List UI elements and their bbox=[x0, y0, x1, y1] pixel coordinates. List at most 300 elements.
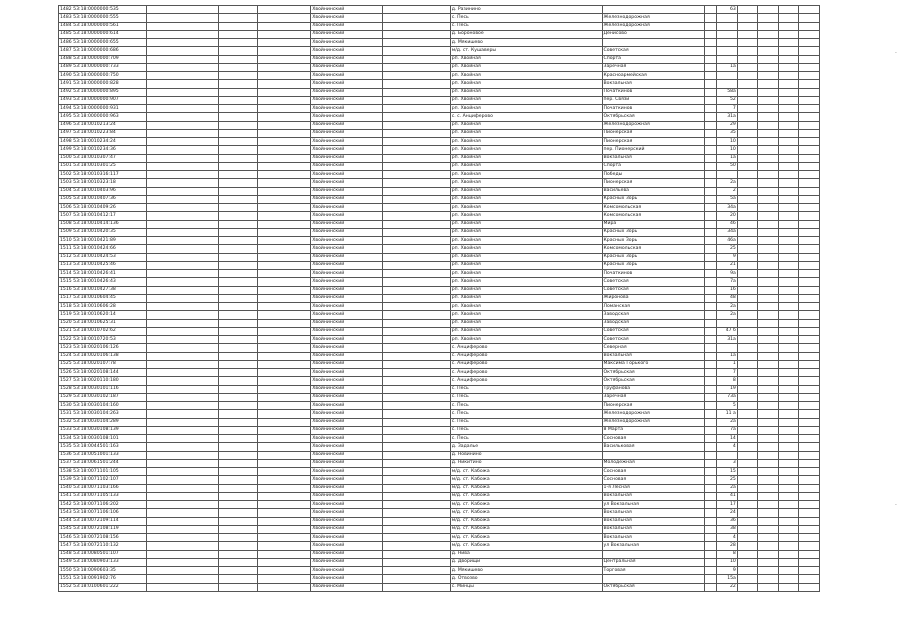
cadastral-number: 53:18:0100601:222 bbox=[73, 584, 119, 590]
empty-cell bbox=[758, 162, 779, 170]
locality-cell: рп. Хвойная bbox=[450, 195, 602, 203]
empty-cell bbox=[383, 402, 451, 410]
street-cell: Вокзальная bbox=[602, 352, 705, 360]
empty-cell bbox=[758, 113, 779, 121]
district-cell: Хвойнинский bbox=[311, 311, 383, 319]
house-number-cell: 15а bbox=[717, 575, 738, 583]
empty-cell bbox=[737, 253, 758, 261]
cadastral-number-cell bbox=[59, 517, 147, 525]
empty-cell bbox=[778, 30, 799, 38]
empty-cell bbox=[257, 195, 310, 203]
empty-cell bbox=[737, 534, 758, 542]
street-cell: Октябрьская bbox=[602, 113, 705, 121]
empty-cell bbox=[758, 96, 779, 104]
locality-cell: с. Песь bbox=[450, 402, 602, 410]
empty-cell bbox=[383, 270, 451, 278]
locality-cell: рп. Хвойная bbox=[450, 162, 602, 170]
empty-cell bbox=[778, 72, 799, 80]
empty-cell bbox=[705, 435, 717, 443]
empty-cell bbox=[778, 550, 799, 558]
empty-cell bbox=[257, 336, 310, 344]
empty-cell bbox=[147, 451, 219, 459]
empty-cell bbox=[737, 47, 758, 55]
empty-cell bbox=[778, 146, 799, 154]
empty-cell bbox=[737, 468, 758, 476]
empty-cell bbox=[758, 360, 779, 368]
empty-cell bbox=[799, 393, 820, 401]
empty-cell bbox=[383, 179, 451, 187]
locality-cell: м/д. ст. Кабожа bbox=[450, 476, 602, 484]
cadastral-number: 53:18:0000000:828 bbox=[73, 80, 119, 86]
row-number: 1502 bbox=[60, 171, 72, 177]
street-cell: Сосновая bbox=[602, 435, 705, 443]
empty-cell bbox=[383, 525, 451, 533]
empty-cell bbox=[799, 96, 820, 104]
locality-cell: м/д. ст. Кушаверы bbox=[450, 47, 602, 55]
empty-cell bbox=[778, 6, 799, 14]
cadastral-number-cell bbox=[59, 146, 147, 154]
street-cell bbox=[602, 6, 705, 14]
empty-cell bbox=[383, 253, 451, 261]
district-cell: Хвойнинский bbox=[311, 105, 383, 113]
empty-cell bbox=[705, 286, 717, 294]
street-cell: Красных Зорь bbox=[602, 237, 705, 245]
house-number-cell: 1а bbox=[717, 154, 738, 162]
table-row bbox=[59, 443, 820, 451]
empty-cell bbox=[257, 567, 310, 575]
cadastral-number-cell bbox=[59, 336, 147, 344]
district-cell: Хвойнинский bbox=[311, 583, 383, 591]
empty-cell bbox=[218, 393, 257, 401]
empty-cell bbox=[147, 377, 219, 385]
empty-cell bbox=[257, 484, 310, 492]
table-row bbox=[59, 278, 820, 286]
empty-cell bbox=[758, 352, 779, 360]
house-number-cell: 7 bbox=[717, 105, 738, 113]
empty-cell bbox=[218, 344, 257, 352]
cadastral-number: 53:18:0010620:14 bbox=[73, 311, 116, 317]
street-cell: Северная bbox=[602, 344, 705, 352]
district-cell: Хвойнинский bbox=[311, 80, 383, 88]
house-number-cell: 9а bbox=[717, 270, 738, 278]
street-cell: Вокзальная bbox=[602, 509, 705, 517]
cadastral-number: 53:18:0072108:119 bbox=[73, 526, 119, 532]
empty-cell bbox=[799, 121, 820, 129]
empty-cell bbox=[218, 187, 257, 195]
cadastral-number-cell bbox=[59, 286, 147, 294]
cadastral-number-cell bbox=[59, 352, 147, 360]
row-number: 1531 bbox=[60, 410, 72, 416]
empty-cell bbox=[705, 402, 717, 410]
street-cell: Октябрьская bbox=[602, 583, 705, 591]
empty-cell bbox=[383, 154, 451, 162]
street-cell: Красных Зорь bbox=[602, 253, 705, 261]
locality-cell: с. Анциферово bbox=[450, 360, 602, 368]
empty-cell bbox=[799, 418, 820, 426]
row-number: 1500 bbox=[60, 155, 72, 161]
table-row bbox=[59, 113, 820, 121]
cadastral-number: 53:18:0010316:117 bbox=[73, 171, 119, 177]
empty-cell bbox=[705, 245, 717, 253]
table-body bbox=[59, 6, 820, 592]
empty-cell bbox=[257, 468, 310, 476]
row-number: 1521 bbox=[60, 328, 72, 334]
empty-cell bbox=[705, 105, 717, 113]
empty-cell bbox=[218, 55, 257, 63]
street-cell: Спорта bbox=[602, 55, 705, 63]
cadastral-number: 53:18:0030102:187 bbox=[73, 394, 119, 400]
empty-cell bbox=[218, 476, 257, 484]
cadastral-number: 53:18:0010407:36 bbox=[73, 196, 116, 202]
empty-cell bbox=[705, 418, 717, 426]
empty-cell bbox=[257, 319, 310, 327]
cadastral-number-cell bbox=[59, 443, 147, 451]
row-number: 1515 bbox=[60, 278, 72, 284]
empty-cell bbox=[147, 261, 219, 269]
empty-cell bbox=[737, 237, 758, 245]
empty-cell bbox=[147, 30, 219, 38]
empty-cell bbox=[257, 369, 310, 377]
empty-cell bbox=[147, 146, 219, 154]
row-number: 1493 bbox=[60, 97, 72, 103]
empty-cell bbox=[147, 80, 219, 88]
empty-cell bbox=[778, 319, 799, 327]
empty-cell bbox=[257, 443, 310, 451]
empty-cell bbox=[147, 459, 219, 467]
district-cell: Хвойнинский bbox=[311, 484, 383, 492]
cadastral-number-cell bbox=[59, 294, 147, 302]
district-cell: Хвойнинский bbox=[311, 22, 383, 30]
empty-cell bbox=[147, 245, 219, 253]
table-row bbox=[59, 476, 820, 484]
house-number-cell: 58а bbox=[717, 88, 738, 96]
empty-cell bbox=[737, 187, 758, 195]
empty-cell bbox=[758, 468, 779, 476]
empty-cell bbox=[257, 525, 310, 533]
district-cell: Хвойнинский bbox=[311, 187, 383, 195]
empty-cell bbox=[737, 319, 758, 327]
empty-cell bbox=[147, 220, 219, 228]
empty-cell bbox=[737, 113, 758, 121]
empty-cell bbox=[257, 253, 310, 261]
cadastral-number: 53:18:0010420:35 bbox=[73, 229, 116, 235]
empty-cell bbox=[778, 80, 799, 88]
street-cell bbox=[602, 575, 705, 583]
empty-cell bbox=[758, 80, 779, 88]
locality-cell: рп. Хвойная bbox=[450, 96, 602, 104]
cadastral-number-cell bbox=[59, 303, 147, 311]
empty-cell bbox=[383, 393, 451, 401]
street-cell: Вокзальная bbox=[602, 525, 705, 533]
row-number: 1505 bbox=[60, 196, 72, 202]
empty-cell bbox=[737, 303, 758, 311]
empty-cell bbox=[799, 129, 820, 137]
table-row bbox=[59, 121, 820, 129]
empty-cell bbox=[218, 319, 257, 327]
cadastral-number: 53:18:0010223:84 bbox=[73, 130, 116, 136]
empty-cell bbox=[383, 195, 451, 203]
empty-cell bbox=[218, 121, 257, 129]
empty-cell bbox=[705, 113, 717, 121]
cadastral-number-cell bbox=[59, 270, 147, 278]
empty-cell bbox=[147, 88, 219, 96]
empty-cell bbox=[705, 501, 717, 509]
empty-cell bbox=[147, 393, 219, 401]
district-cell: Хвойнинский bbox=[311, 385, 383, 393]
empty-cell bbox=[218, 14, 257, 22]
street-cell: Вокзальная bbox=[602, 154, 705, 162]
empty-cell bbox=[778, 509, 799, 517]
district-cell: Хвойнинский bbox=[311, 294, 383, 302]
empty-cell bbox=[758, 393, 779, 401]
empty-cell bbox=[147, 311, 219, 319]
row-number: 1507 bbox=[60, 212, 72, 218]
empty-cell bbox=[778, 204, 799, 212]
empty-cell bbox=[758, 476, 779, 484]
locality-cell: м/д. ст. Кабожа bbox=[450, 501, 602, 509]
empty-cell bbox=[705, 228, 717, 236]
row-number: 1534 bbox=[60, 435, 72, 441]
cadastral-number: 53:18:0071102:107 bbox=[73, 476, 119, 482]
empty-cell bbox=[758, 303, 779, 311]
empty-cell bbox=[737, 55, 758, 63]
district-cell: Хвойнинский bbox=[311, 360, 383, 368]
cadastral-number: 53:18:0020106:138 bbox=[73, 353, 119, 359]
street-cell: Железнодорожная bbox=[602, 410, 705, 418]
empty-cell bbox=[383, 146, 451, 154]
empty-cell bbox=[705, 492, 717, 500]
empty-cell bbox=[778, 105, 799, 113]
street-cell: Початкинов bbox=[602, 270, 705, 278]
empty-cell bbox=[778, 195, 799, 203]
empty-cell bbox=[218, 47, 257, 55]
cadastral-number: 53:18:0010720:53 bbox=[73, 336, 116, 342]
empty-cell bbox=[799, 154, 820, 162]
empty-cell bbox=[257, 476, 310, 484]
empty-cell bbox=[778, 517, 799, 525]
empty-cell bbox=[257, 162, 310, 170]
empty-cell bbox=[218, 468, 257, 476]
cadastral-number: 53:18:0010426:43 bbox=[73, 278, 116, 284]
locality-cell: д. Бороновое bbox=[450, 30, 602, 38]
cadastral-number: 53:18:0010301:25 bbox=[73, 163, 116, 169]
district-cell: Хвойнинский bbox=[311, 303, 383, 311]
row-number: 1542 bbox=[60, 501, 72, 507]
empty-cell bbox=[737, 501, 758, 509]
row-number: 1533 bbox=[60, 427, 72, 433]
empty-cell bbox=[147, 278, 219, 286]
empty-cell bbox=[218, 270, 257, 278]
district-cell: Хвойнинский bbox=[311, 558, 383, 566]
cadastral-number: 53:18:0000000:931 bbox=[73, 105, 119, 111]
empty-cell bbox=[147, 534, 219, 542]
cadastral-number: 53:18:0080903:133 bbox=[73, 559, 119, 565]
row-number: 1526 bbox=[60, 369, 72, 375]
cadastral-number-cell bbox=[59, 187, 147, 195]
locality-cell: с. Анциферово bbox=[450, 352, 602, 360]
empty-cell bbox=[705, 88, 717, 96]
district-cell: Хвойнинский bbox=[311, 278, 383, 286]
empty-cell bbox=[147, 294, 219, 302]
empty-cell bbox=[218, 517, 257, 525]
empty-cell bbox=[218, 492, 257, 500]
cadastral-number: 53:18:0010403:96 bbox=[73, 188, 116, 194]
empty-cell bbox=[737, 336, 758, 344]
cadastral-number-cell bbox=[59, 476, 147, 484]
cadastral-number: 53:18:0010213:24 bbox=[73, 122, 116, 128]
locality-cell: рп. Хвойная bbox=[450, 319, 602, 327]
empty-cell bbox=[218, 435, 257, 443]
street-cell: Советская bbox=[602, 286, 705, 294]
cadastral-number-cell bbox=[59, 377, 147, 385]
house-number-cell: 2а bbox=[717, 484, 738, 492]
empty-cell bbox=[737, 360, 758, 368]
row-number: 1547 bbox=[60, 542, 72, 548]
cadastral-number: 53:18:0030108:101 bbox=[73, 435, 119, 441]
empty-cell bbox=[218, 253, 257, 261]
street-cell: Молодежная bbox=[602, 459, 705, 467]
empty-cell bbox=[218, 303, 257, 311]
house-number-cell: 5а bbox=[717, 195, 738, 203]
empty-cell bbox=[218, 204, 257, 212]
table-row bbox=[59, 575, 820, 583]
table-row bbox=[59, 237, 820, 245]
empty-cell bbox=[737, 286, 758, 294]
empty-cell bbox=[778, 435, 799, 443]
locality-cell: рп. Хвойная bbox=[450, 220, 602, 228]
empty-cell bbox=[383, 138, 451, 146]
empty-cell bbox=[737, 426, 758, 434]
empty-cell bbox=[799, 286, 820, 294]
house-number-cell: 21 bbox=[717, 261, 738, 269]
row-number: 1532 bbox=[60, 419, 72, 425]
empty-cell bbox=[705, 80, 717, 88]
locality-cell: рп. Хвойная bbox=[450, 294, 602, 302]
house-number-cell: 31а bbox=[717, 336, 738, 344]
empty-cell bbox=[218, 360, 257, 368]
cadastral-number-cell bbox=[59, 30, 147, 38]
empty-cell bbox=[737, 352, 758, 360]
empty-cell bbox=[778, 154, 799, 162]
district-cell: Хвойнинский bbox=[311, 369, 383, 377]
district-cell: Хвойнинский bbox=[311, 14, 383, 22]
empty-cell bbox=[383, 80, 451, 88]
cadastral-number: 53:18:0010307:47 bbox=[73, 155, 116, 161]
empty-cell bbox=[218, 245, 257, 253]
empty-cell bbox=[705, 303, 717, 311]
district-cell: Хвойнинский bbox=[311, 212, 383, 220]
house-number-cell: 34а bbox=[717, 228, 738, 236]
empty-cell bbox=[737, 121, 758, 129]
table-row bbox=[59, 228, 820, 236]
row-number: 1504 bbox=[60, 188, 72, 194]
empty-cell bbox=[383, 63, 451, 71]
empty-cell bbox=[705, 443, 717, 451]
empty-cell bbox=[758, 39, 779, 47]
empty-cell bbox=[257, 187, 310, 195]
empty-cell bbox=[758, 187, 779, 195]
cadastral-number-cell bbox=[59, 278, 147, 286]
locality-cell: рп. Хвойная bbox=[450, 327, 602, 335]
empty-cell bbox=[737, 550, 758, 558]
table-row bbox=[59, 509, 820, 517]
row-number: 1495 bbox=[60, 113, 72, 119]
cadastral-number: 53:18:0000000:895 bbox=[73, 89, 119, 95]
locality-cell: рп. Хвойная bbox=[450, 171, 602, 179]
empty-cell bbox=[147, 360, 219, 368]
street-cell: Заречная bbox=[602, 393, 705, 401]
empty-cell bbox=[799, 187, 820, 195]
cadastral-number: 53:18:0071103:166 bbox=[73, 485, 119, 491]
locality-cell: рп. Хвойная bbox=[450, 286, 602, 294]
empty-cell bbox=[383, 459, 451, 467]
house-number-cell: 22 bbox=[717, 583, 738, 591]
empty-cell bbox=[383, 352, 451, 360]
empty-cell bbox=[383, 303, 451, 311]
empty-cell bbox=[799, 369, 820, 377]
cadastral-number: 53:18:0080501:107 bbox=[73, 551, 119, 557]
street-cell: пер. Связи bbox=[602, 96, 705, 104]
street-cell: Советская bbox=[602, 336, 705, 344]
empty-cell bbox=[737, 558, 758, 566]
empty-cell bbox=[218, 171, 257, 179]
empty-cell bbox=[383, 105, 451, 113]
district-cell: Хвойнинский bbox=[311, 517, 383, 525]
empty-cell bbox=[257, 303, 310, 311]
empty-cell bbox=[218, 402, 257, 410]
empty-cell bbox=[383, 261, 451, 269]
empty-cell bbox=[778, 525, 799, 533]
district-cell: Хвойнинский bbox=[311, 286, 383, 294]
cadastral-number-cell bbox=[59, 484, 147, 492]
empty-cell bbox=[257, 294, 310, 302]
empty-cell bbox=[147, 47, 219, 55]
empty-cell bbox=[147, 195, 219, 203]
empty-cell bbox=[218, 443, 257, 451]
street-cell: Торговая bbox=[602, 567, 705, 575]
empty-cell bbox=[147, 63, 219, 71]
table-row bbox=[59, 195, 820, 203]
row-number: 1552 bbox=[60, 584, 72, 590]
cadastral-number: 53:18:0010409:26 bbox=[73, 204, 116, 210]
empty-cell bbox=[218, 558, 257, 566]
locality-cell: м/д. ст. Кабожа bbox=[450, 492, 602, 500]
row-number: 1546 bbox=[60, 534, 72, 540]
empty-cell bbox=[737, 179, 758, 187]
house-number-cell: 73а bbox=[717, 393, 738, 401]
empty-cell bbox=[383, 14, 451, 22]
empty-cell bbox=[218, 138, 257, 146]
street-cell: Красных Зорь bbox=[602, 261, 705, 269]
house-number-cell: 1а bbox=[717, 63, 738, 71]
empty-cell bbox=[758, 567, 779, 575]
empty-cell bbox=[147, 550, 219, 558]
row-number: 1540 bbox=[60, 485, 72, 491]
row-number: 1482 bbox=[60, 6, 72, 12]
cadastral-number: 53:18:0010424:66 bbox=[73, 245, 116, 251]
empty-cell bbox=[778, 14, 799, 22]
street-cell: ул Вокзальная bbox=[602, 501, 705, 509]
empty-cell bbox=[758, 278, 779, 286]
cadastral-number-cell bbox=[59, 253, 147, 261]
empty-cell bbox=[737, 162, 758, 170]
house-number-cell bbox=[717, 39, 738, 47]
empty-cell bbox=[778, 63, 799, 71]
row-number: 1550 bbox=[60, 567, 72, 573]
table-row bbox=[59, 567, 820, 575]
house-number-cell: 2а bbox=[717, 179, 738, 187]
empty-cell bbox=[799, 303, 820, 311]
